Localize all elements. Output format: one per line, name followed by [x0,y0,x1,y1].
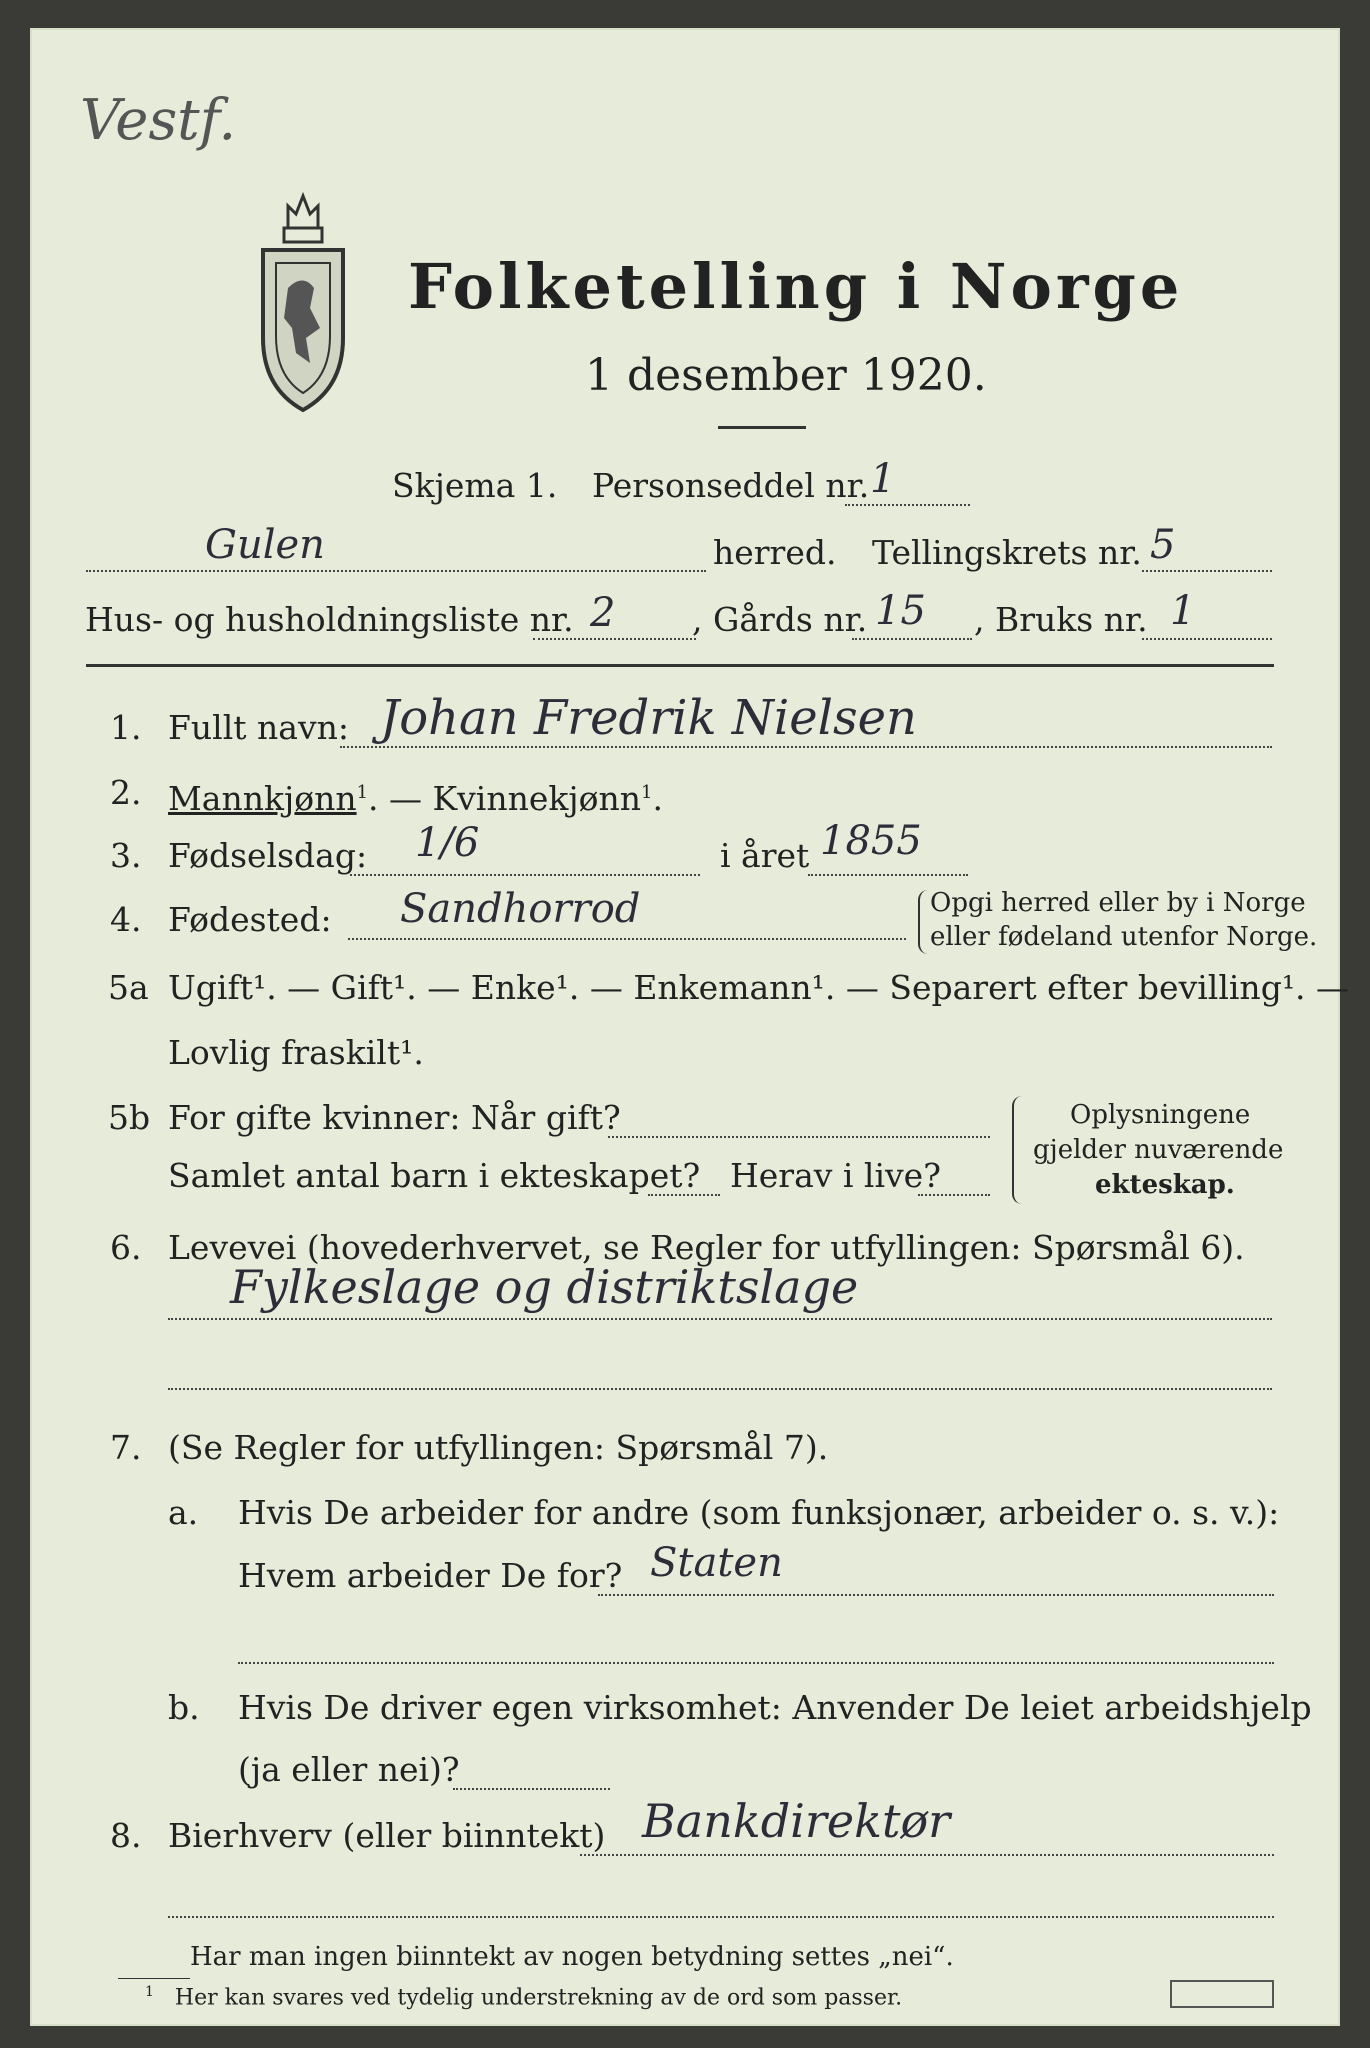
birthplace-value[interactable]: Sandhorrod [400,886,641,932]
footnote [145,1984,902,2010]
bruks-label: , Bruks nr. [974,600,1148,639]
form-title: Folketelling i Norge [408,250,1184,323]
q4-label: Fødested: [168,900,332,939]
personseddel-label: Personseddel nr. [592,466,870,505]
q4-note-line1: Opgi herred eller by i Norge [930,888,1306,918]
q4-note-line2: eller fødeland utenfor Norge. [930,922,1318,952]
occupation-value[interactable]: Fylkeslage og distriktslage [230,1260,859,1314]
q5a-options[interactable]: Ugift¹. — Gift¹. — Enke¹. — Enkemann¹. — Separert efter bevilling¹. — [168,968,1350,1007]
q7-label: (Se Regler for utfyllingen: Spørsmål 7). [168,1428,829,1467]
schema-label: Skjema 1. [392,466,558,505]
q5a-options-line2[interactable]: Lovlig fraskilt¹. [168,1033,424,1072]
q5b-note-line3: ekteskap. [1095,1170,1235,1200]
footnote-text: Her kan svares ved tydelig understrekning av de ord som passer. [174,1985,903,2011]
male-option[interactable]: Mannkjønn [168,779,357,818]
q7b-line1: Hvis De driver egen virksomhet: Anvender De leiet arbeidshjelp [238,1688,1312,1727]
form-date: 1 desember 1920. [585,350,987,401]
q4-number: 4. [110,900,142,939]
gards-label: , Gårds nr. [692,600,868,639]
full-name-value[interactable]: Johan Fredrik Nielsen [380,690,917,746]
q5b-number: 5b [108,1098,151,1137]
hus-value[interactable]: 2 [590,590,616,636]
gards-value[interactable]: 15 [875,588,926,634]
coat-of-arms-icon [248,188,358,418]
employer-value[interactable]: Staten [650,1540,783,1586]
birthdate-value[interactable]: 1/6 [415,820,480,866]
q7b-number: b. [168,1688,200,1727]
krets-label: Tellingskrets nr. [872,533,1142,572]
q7a-number: a. [168,1493,199,1532]
q7-number: 7. [110,1428,142,1467]
q5a-number: 5a [108,968,149,1007]
herred-value[interactable]: Gulen [205,522,325,568]
q2-number: 2. [110,773,142,812]
q5b-alive-label: Herav i live? [730,1156,941,1195]
q6-label: Levevei (hovederhvervet, se Regler for utfyllingen: Spørsmål 6). [168,1228,1245,1267]
q7a-line2: Hvem arbeider De for? [238,1556,623,1595]
herred-label: herred. [713,533,837,572]
q3-number: 3. [110,836,142,875]
side-income-value[interactable]: Bankdirektør [642,1794,951,1848]
q1-label: Fullt navn: [168,708,349,747]
q3-label: Fødselsdag: [168,836,368,875]
krets-value[interactable]: 5 [1150,522,1176,568]
printer-stamp [1170,1980,1274,2008]
q5b-children-label: Samlet antal barn i ekteskapet? [168,1156,701,1195]
bruks-value[interactable]: 1 [1170,588,1196,634]
title-divider [718,426,806,429]
q5b-line1: For gifte kvinner: Når gift? [168,1098,621,1137]
q8-number: 8. [110,1816,142,1855]
year-label: i året [720,836,810,875]
q7a-line1: Hvis De arbeider for andre (som funksjonær, arbeider o. s. v.): [238,1493,1280,1532]
q6-number: 6. [110,1228,142,1267]
hus-label: Hus- og husholdningsliste nr. [85,600,574,639]
census-form [30,28,1350,2026]
personseddel-value[interactable]: 1 [870,456,896,502]
q7b-line2: (ja eller nei)? [238,1750,460,1789]
birthyear-value[interactable]: 1855 [820,818,922,864]
q1-number: 1. [110,708,142,747]
corner-note: Vestf. [80,88,237,153]
female-option[interactable]: Kvinnekjønn [432,779,642,818]
q5b-note-line2: gjelder nuværende [1033,1135,1284,1165]
no-income-note: Har man ingen biinntekt av nogen betydning settes „nei“. [190,1942,954,1972]
q8-label: Bierhverv (eller biinntekt) [168,1816,606,1855]
header-divider [86,664,1274,667]
q2-options: Mannkjønn$^1$. — Kvinnekjønn$^1$. [168,779,663,818]
q5b-note-line1: Oplysningene [1070,1100,1251,1130]
footnote-mark: 1 [145,1984,154,2000]
